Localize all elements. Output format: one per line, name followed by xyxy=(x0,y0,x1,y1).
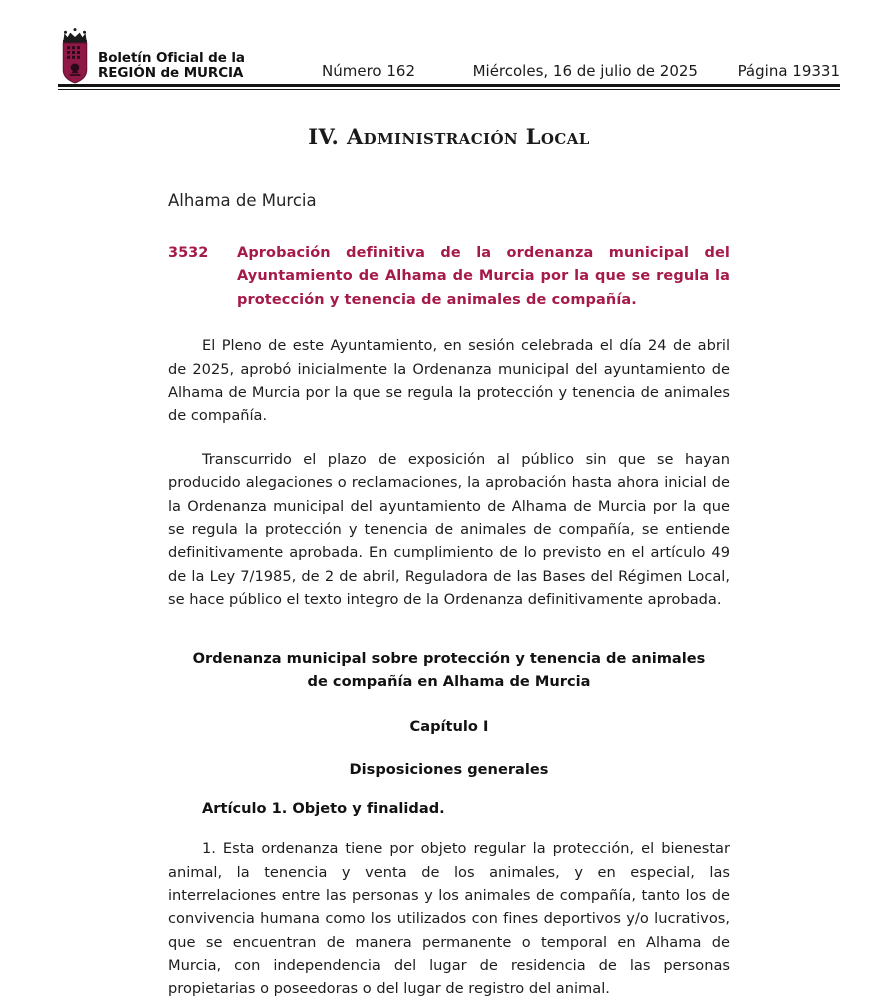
masthead-pagina: Página 19331 xyxy=(737,62,840,80)
body-paragraph-2: Transcurrido el plazo de exposición al público sin que se hayan producido alegaciones o reclamaciones, la aprobación hasta ahora inicial de la Ordenanza municipal del ayuntamiento de Alhama de Murcia por la que se regula la protección y tenencia de animales de compañía, se entiende definitivamente aprobada. En cumplimiento de lo previsto en el artículo 49 de la Ley 7/1985, de 2 de abril, Reguladora de las Bases del Régimen Local, se hace público el texto integro de la Ordenanza definitivamente aprobada. xyxy=(168,450,730,608)
logo-line-2: REGIÓN de MURCIA xyxy=(98,64,244,81)
logo-line-1: Boletín Oficial de la xyxy=(98,49,245,66)
masthead-divider xyxy=(58,84,840,90)
masthead-numero: Número 162 xyxy=(322,62,415,80)
section-title: IV. Administración Local xyxy=(308,124,590,149)
body-paragraph-1: El Pleno de este Ayuntamiento, en sesión celebrada el día 24 de abril de 2025, aprobó inicialmente la Ordenanza municipal del ayuntamiento de Alhama de Murcia por la que se regula la protección y tenencia de animales de compañía. xyxy=(168,337,730,425)
chapter-heading: Capítulo I xyxy=(409,718,489,736)
murcia-coat-of-arms-icon xyxy=(58,28,92,84)
divider-thin-line xyxy=(58,89,840,90)
masthead-fecha: Miércoles, 16 de julio de 2025 xyxy=(472,62,698,80)
article-body-paragraph: 1. Esta ordenanza tiene por objeto regular la protección, el bienestar animal, la tenencia y venta de los animales, y en especial, las interrelaciones entre las personas y los animales de compañía, tanto los de convivencia humana como los utilizados con fines deportivos y/o lucrativos, que se encuentran de manera permanente o temporal en Alhama de Murcia, con independencia del lugar de residencia de las personas propietarias o poseedoras o del lugar de registro del animal. xyxy=(168,840,730,998)
chapter-subtitle: Disposiciones generales xyxy=(349,761,549,779)
ordinance-main-heading: Ordenanza municipal sobre protección y tenencia de animales de compañía en Alhama de Murcia xyxy=(192,650,706,691)
bormu-logo xyxy=(58,28,266,84)
article-heading: Artículo 1. Objeto y finalidad. xyxy=(202,800,445,818)
ordinance-number: 3532 xyxy=(168,245,209,261)
ordinance-heading xyxy=(168,242,730,312)
masthead xyxy=(58,26,840,84)
document-content xyxy=(168,110,730,1001)
locality-name: Alhama de Murcia xyxy=(168,191,317,210)
ordinance-title: Aprobación definitiva de la ordenanza municipal del Ayuntamiento de Alhama de Murcia por la que se regula la protección y tenencia de animales de compañía. xyxy=(237,245,730,308)
